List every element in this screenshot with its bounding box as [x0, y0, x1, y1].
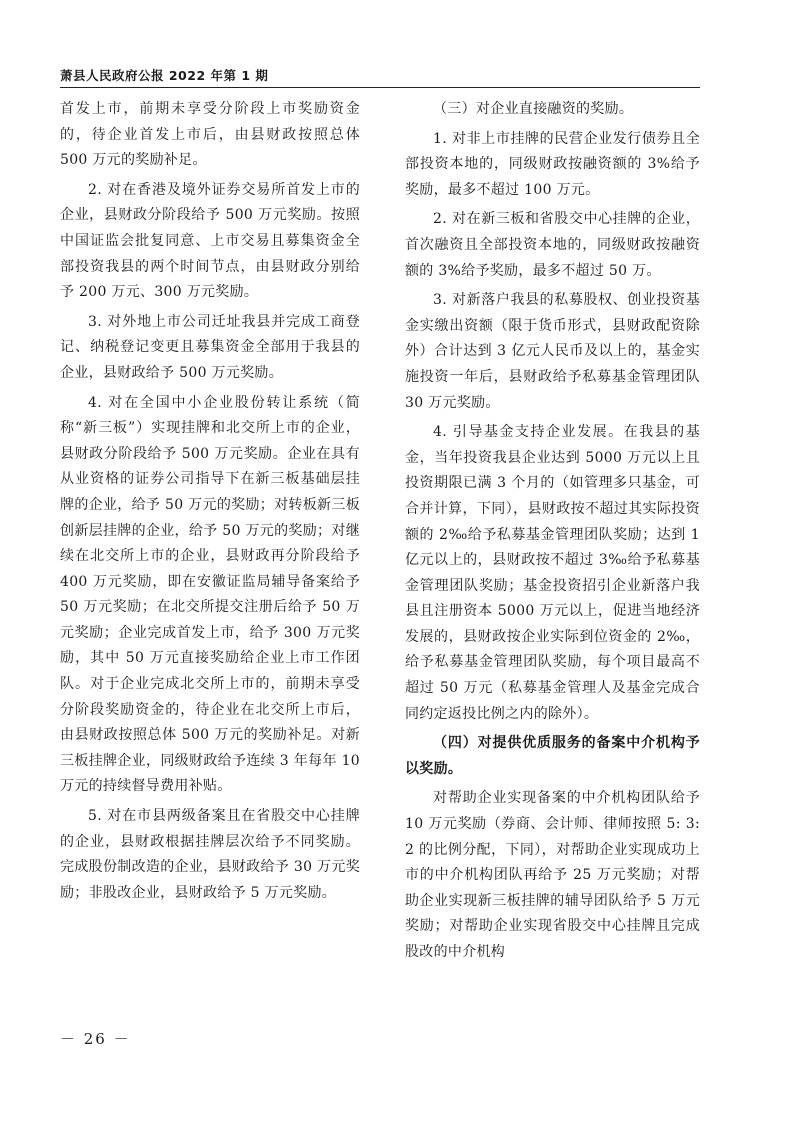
paragraph-3-1: 1. 对非上市挂牌的民营企业发行债券且全部投资本地的，同级财政按融资额的 3%给予奖励，最多不超过 100 万元。 — [405, 130, 700, 198]
left-column — [60, 97, 360, 910]
paragraph-item-3: 3. 对外地上市公司迁址我县并完成工商登记、纳税登记变更且募集资金全部用于我县的企业，县财政给予 500 万元奖励。 — [60, 313, 360, 381]
paragraph-3-4: 4. 引导基金支持企业发展。在我县的基金，当年投资我县企业达到 5000 万元以上且投资期限已满 3 个月的（如管理多只基金，可合并计算，下同），县财政按不超过其实际投资额的 2‰给予私募基金管理团队奖励；达到 1 亿元以上的，县财政按不超过 3‰给予私募基金管理团队奖励；基金投资招引企业新落户我县且注册资本 5000 万元以上，促进当地经济发展的，县财政按企业实际到位资金的 2‰，给予私募基金管理团队奖励，每个项目最高不超过 50 万元（私募基金管理人及基金完成合同约定返投比例之内的除外）。 — [405, 424, 700, 722]
paragraph-3-2: 2. 对在新三板和省股交中心挂牌的企业，首次融资且全部投资本地的，同级财政按融资额的 3%给予奖励，最多不超过 50 万。 — [405, 211, 700, 279]
paragraph-continuation: 首发上市，前期未享受分阶段上市奖励资金的，待企业首发上市后，由县财政按照总体 500 万元的奖励补足。 — [60, 101, 360, 169]
header-rule — [60, 87, 700, 88]
publication-header: 萧县人民政府公报 2022 年第 1 期 — [60, 68, 269, 83]
paragraph-4-1: 对帮助企业实现备案的中介机构团队给予 10 万元奖励（券商、会计师、律师按照 5: 3: 2 的比例分配，下同），对帮助企业实现成功上市的中介机构团队再给予 25 万元奖励；对帮助企业实现新三板挂牌的辅导团队给予 5 万元奖励；对帮助企业实现省股交中心挂牌且完成股改的中介机构 — [405, 790, 700, 960]
section-heading-3: （三）对企业直接融资的奖励。 — [433, 101, 634, 117]
section-heading-4: （四）对提供优质服务的备案中介机构予以奖励。 — [405, 735, 700, 777]
paragraph-item-5: 5. 对在市县两级备案且在省股交中心挂牌的企业，县财政根据挂牌层次给予不同奖励。完成股份制改造的企业，县财政给予 30 万元奖励；非股改企业，县财政给予 5 万元奖励。 — [60, 808, 360, 901]
page-number: － 26 － — [60, 1030, 131, 1048]
paragraph-item-4: 4. 对在全国中小企业股份转让系统（简称“新三板”）实现挂牌和北交所上市的企业，县财政分阶段给予 500 万元奖励。企业在具有从业资格的证券公司指导下在新三板基础层挂牌的企业，给予 50 万元的奖励；对转板新三板创新层挂牌的企业，给予 50 万元的奖励；对继续在北交所上市的企业，县财政再分阶段给予 400 万元奖励，即在安徽证监局辅导备案给予 50 万元奖励；在北交所提交注册后给予 50 万元奖励；企业完成首发上市，给予 300 万元奖励，其中 50 万元直接奖励给企业上市工作团队。对于企业完成北交所上市的，前期未享受分阶段奖励资金的，待企业在北交所上市后，由县财政按照总体 500 万元的奖励补足。对新三板挂牌企业，同级财政给予连续 3 年每年 10 万元的持续督导费用补贴。 — [60, 394, 360, 795]
right-column — [405, 97, 700, 970]
paragraph-item-2: 2. 对在香港及境外证券交易所首发上市的企业，县财政分阶段给予 500 万元奖励。按照中国证监会批复同意、上市交易且募集资金全部投资我县的两个时间节点，由县财政分别给予 200 万元、300 万元奖励。 — [60, 181, 360, 301]
paragraph-3-3: 3. 对新落户我县的私募股权、创业投资基金实缴出资额（限于货币形式，县财政配资除外）合计达到 3 亿元人民币及以上的，基金实施投资一年后，县财政给予私募基金管理团队 30 万元奖励。 — [405, 292, 700, 411]
